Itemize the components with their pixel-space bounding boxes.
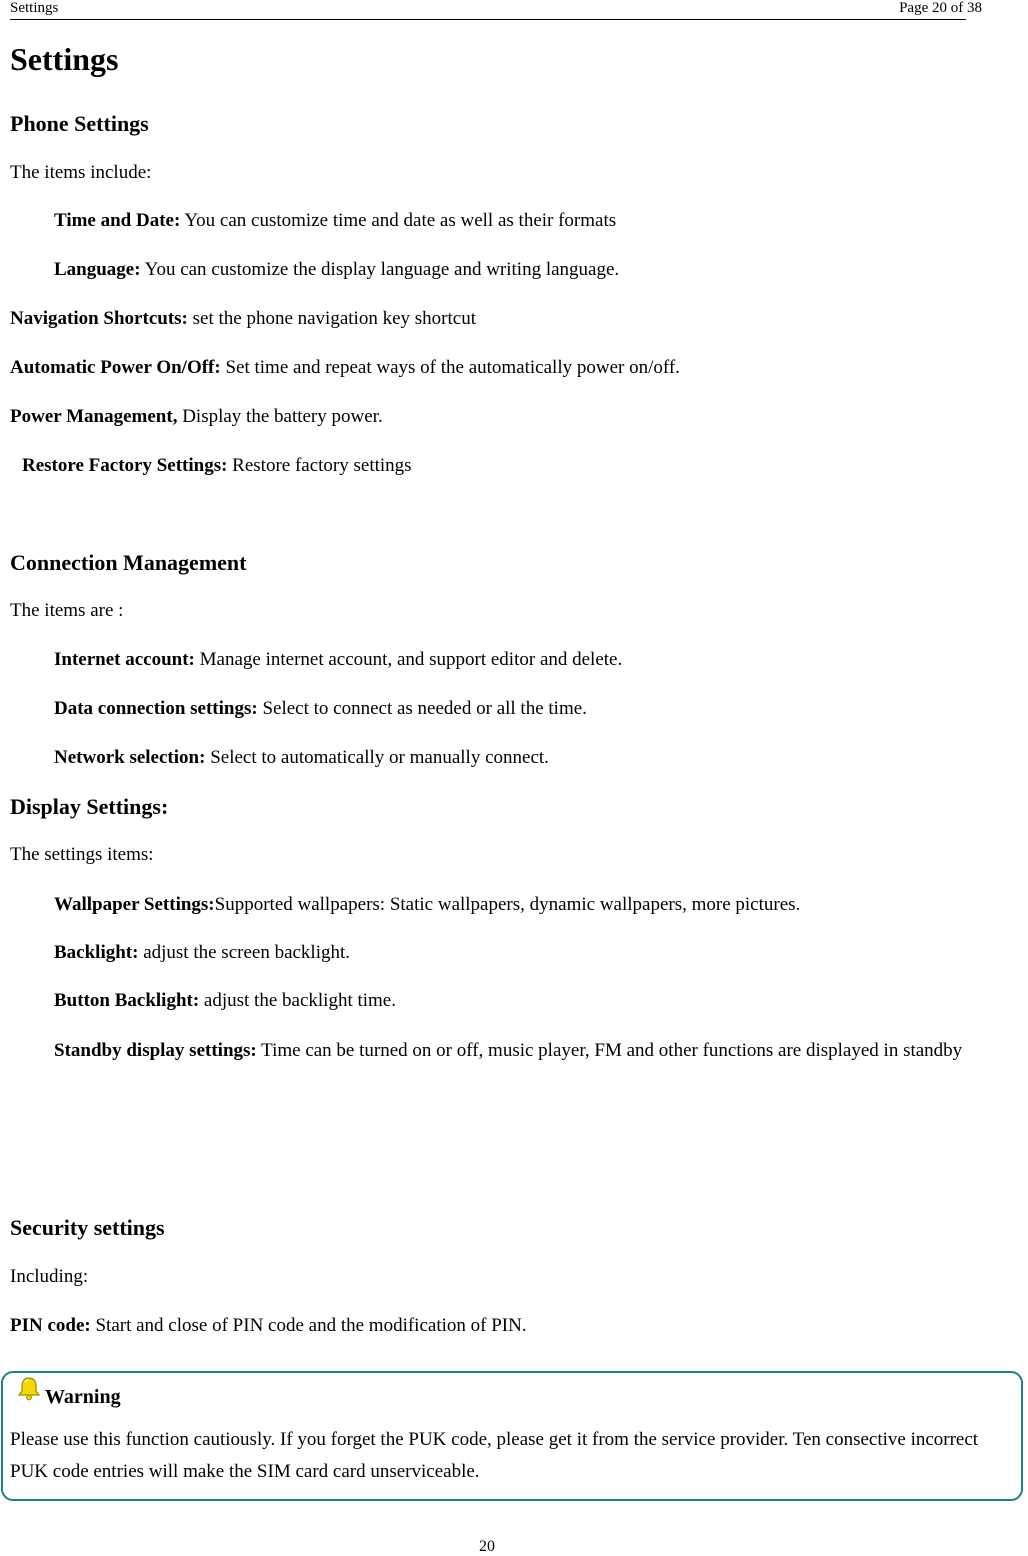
display-intro: The settings items: bbox=[10, 844, 154, 865]
page-header bbox=[10, 0, 982, 20]
navigation-shortcuts-item bbox=[10, 307, 476, 331]
network-selection-item bbox=[54, 746, 549, 770]
standby-display-item bbox=[10, 1035, 964, 1067]
item-text: Time can be turned on or off, music player, FM and other functions are displayed in standby bbox=[256, 1040, 963, 1061]
item-label: Navigation Shortcuts: bbox=[10, 308, 188, 329]
connection-intro: The items are : bbox=[10, 600, 124, 621]
item-text: Select to connect as needed or all the time. bbox=[257, 698, 587, 719]
button-backlight-item bbox=[54, 989, 396, 1013]
item-label: Time and Date: bbox=[54, 210, 181, 231]
item-label: Data connection settings: bbox=[54, 698, 258, 719]
item-label: Button Backlight: bbox=[54, 990, 200, 1011]
item-text: Restore factory settings bbox=[227, 455, 412, 476]
security-settings-heading: Security settings bbox=[10, 1215, 165, 1240]
wallpaper-settings-item bbox=[54, 893, 800, 917]
item-text: You can customize time and date as well as their formats bbox=[180, 210, 617, 231]
power-management-item bbox=[10, 405, 383, 429]
item-text: Display the battery power. bbox=[177, 406, 383, 427]
item-label: Internet account: bbox=[54, 649, 195, 670]
header-page-indicator: Page 20 of 38 bbox=[899, 0, 982, 16]
display-settings-heading: Display Settings: bbox=[10, 794, 169, 819]
item-text: adjust the backlight time. bbox=[199, 990, 396, 1011]
item-text: Supported wallpapers: Static wallpapers, dynamic wallpapers, more pictures. bbox=[214, 894, 801, 915]
item-label: Wallpaper Settings: bbox=[54, 894, 215, 915]
item-text: Set time and repeat ways of the automatically power on/off. bbox=[220, 357, 680, 378]
backlight-item bbox=[54, 941, 350, 965]
item-text: You can customize the display language and writing language. bbox=[140, 259, 620, 280]
phone-settings-intro: The items include: bbox=[10, 162, 152, 183]
item-text: adjust the screen backlight. bbox=[138, 942, 351, 963]
security-intro: Including: bbox=[10, 1266, 89, 1287]
item-label: Language: bbox=[54, 259, 141, 280]
auto-power-item bbox=[10, 356, 680, 380]
header-section-title: Settings bbox=[10, 0, 59, 16]
internet-account-item bbox=[54, 648, 622, 672]
page-number: 20 bbox=[479, 1538, 495, 1555]
warning-title: Warning bbox=[45, 1386, 121, 1408]
warning-text: Please use this function cautiously. If you forget the PUK code, please get it from the service provider. Ten consective incorrect PUK code entries will make the SIM card card unserviceable. bbox=[10, 1429, 979, 1482]
data-connection-item bbox=[54, 697, 587, 721]
item-label: Standby display settings: bbox=[54, 1040, 257, 1061]
item-label: Automatic Power On/Off: bbox=[10, 357, 221, 378]
language-item bbox=[54, 258, 619, 282]
pin-code-item bbox=[10, 1314, 527, 1338]
phone-settings-heading: Phone Settings bbox=[10, 111, 149, 136]
item-label: Restore Factory Settings: bbox=[22, 455, 228, 476]
page-title: Settings bbox=[10, 41, 119, 77]
restore-factory-item bbox=[22, 454, 412, 478]
connection-management-heading: Connection Management bbox=[10, 550, 247, 575]
item-text: Start and close of PIN code and the modification of PIN. bbox=[90, 1315, 527, 1336]
time-date-item bbox=[54, 209, 616, 233]
item-label: Network selection: bbox=[54, 747, 206, 768]
item-text: Select to automatically or manually connect. bbox=[205, 747, 549, 768]
item-text: set the phone navigation key shortcut bbox=[187, 308, 476, 329]
warning-bell-icon bbox=[16, 1376, 42, 1402]
item-text: Manage internet account, and support editor and delete. bbox=[194, 649, 623, 670]
item-label: Power Management, bbox=[10, 406, 178, 427]
item-label: Backlight: bbox=[54, 942, 139, 963]
item-label: PIN code: bbox=[10, 1315, 91, 1336]
